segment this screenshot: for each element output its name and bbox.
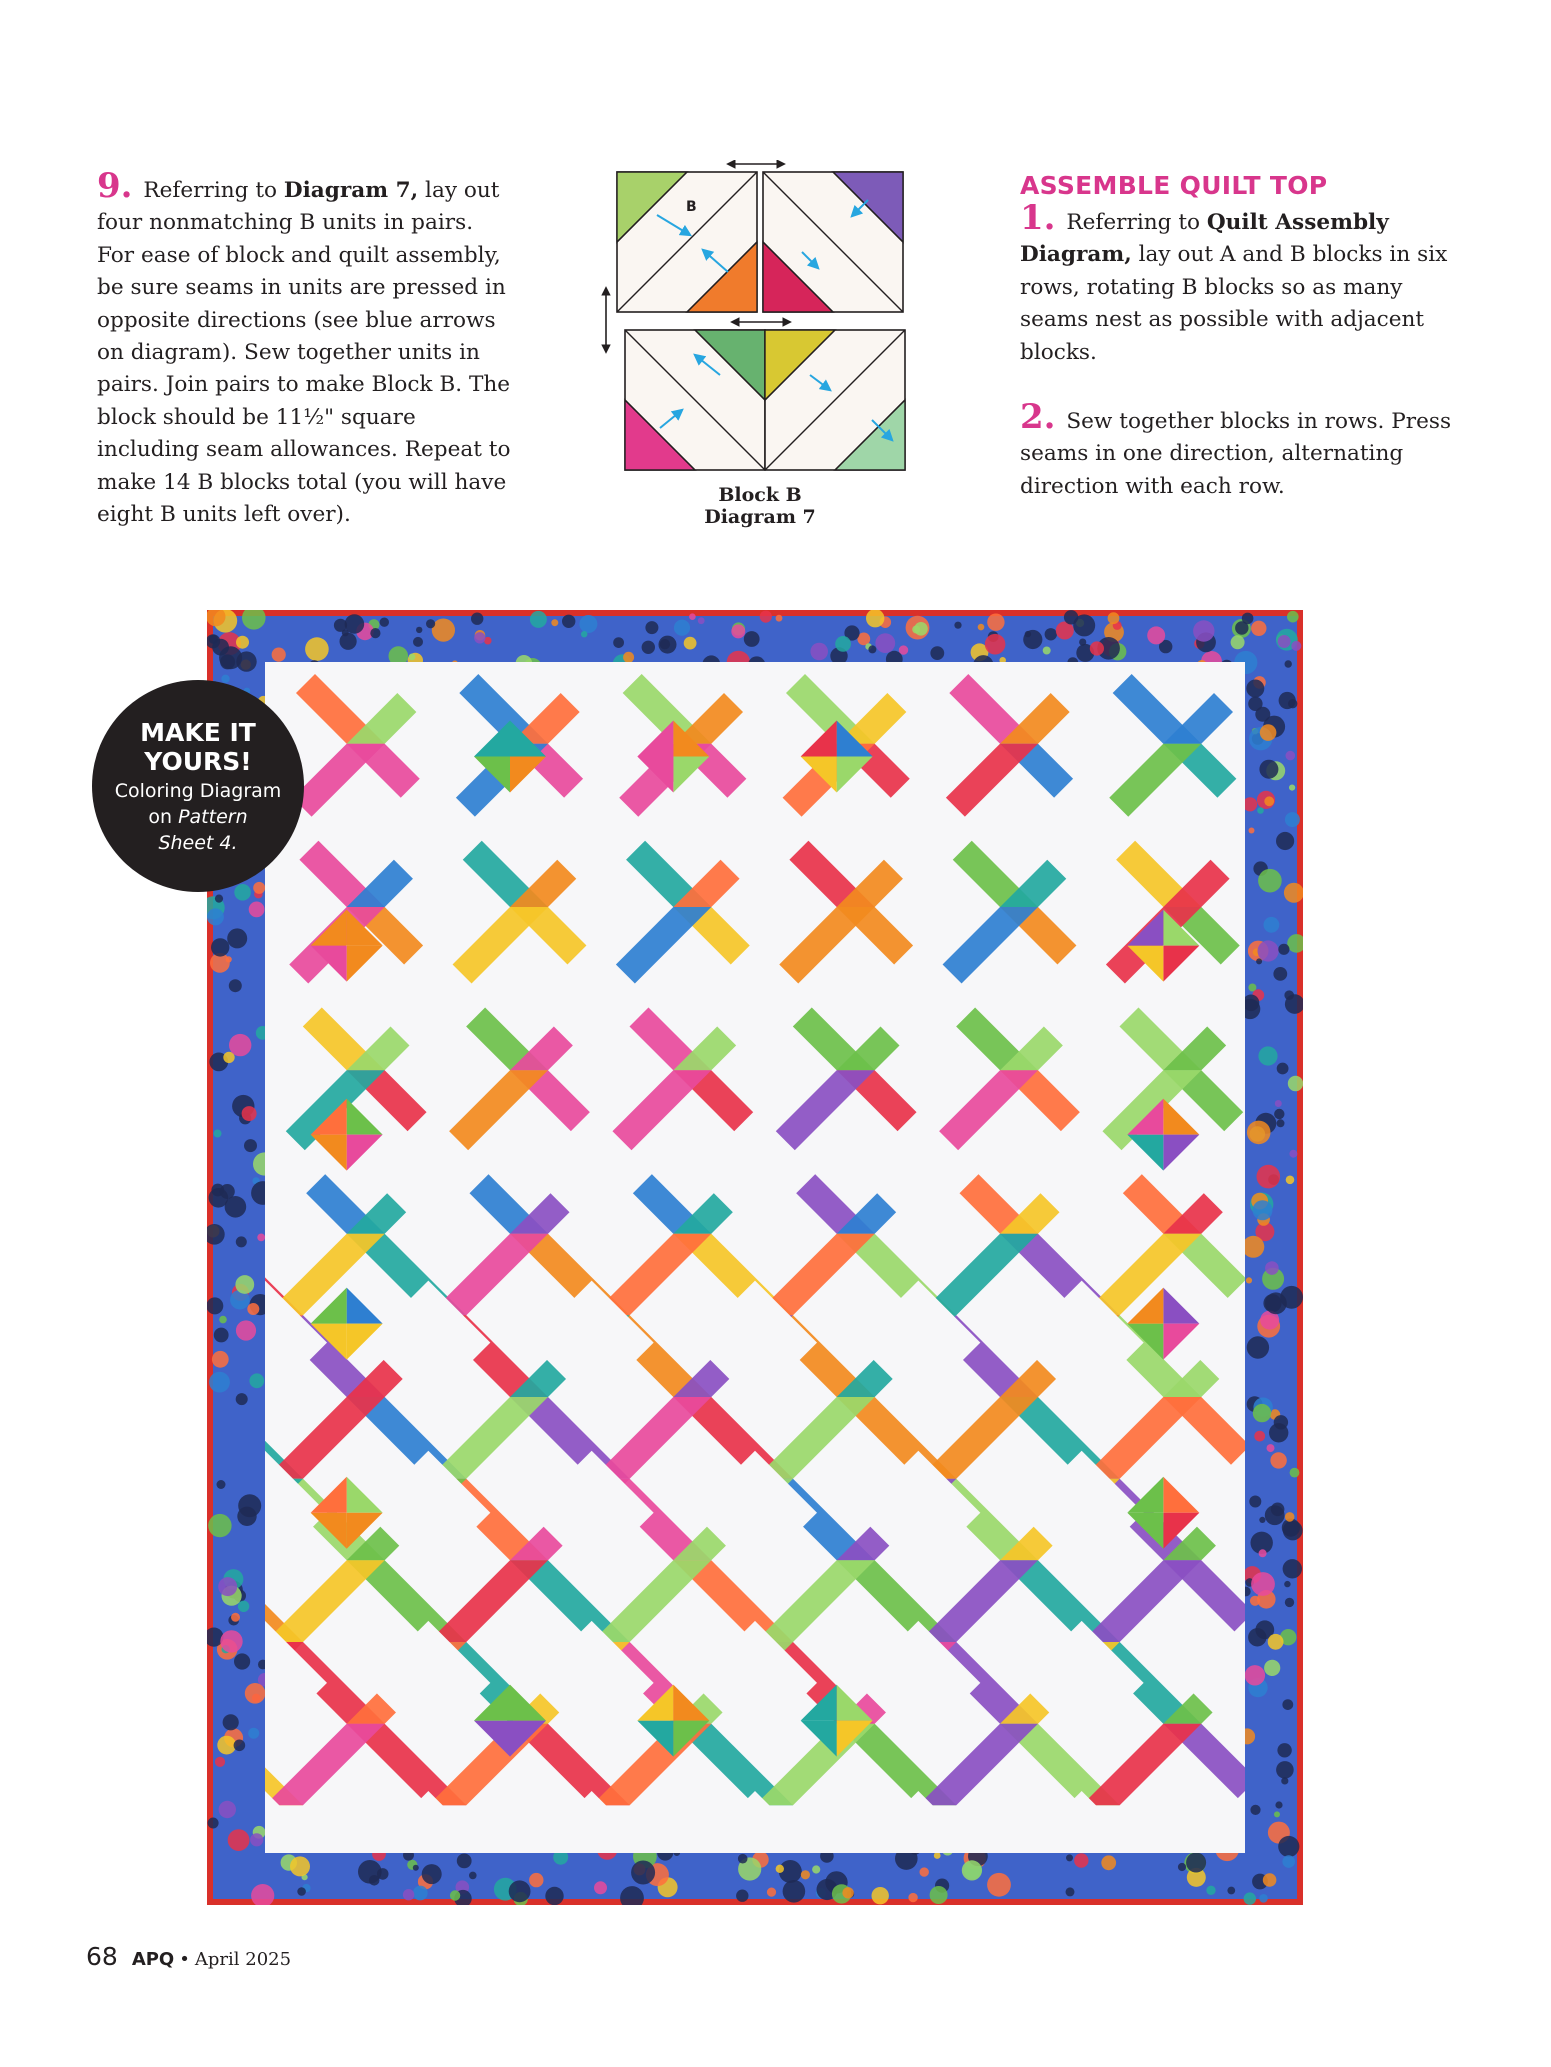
unit-bottom-right [765,330,905,470]
caption-line-1: Block B [718,484,802,506]
badge-line-3: Coloring Diagram [114,780,282,802]
diagram-reference: Quilt Assembly Diagram, [1020,210,1389,268]
step-text: lay out four nonmatching B units in pairs. For ease of block and quilt assembly, be sure seams in units are pressed in opposite directions (see blue arrows on diagram). Sew together units in pairs. Join pairs to make Block B. The block should be 11½" square including seam allowances. Repeat to make 14 B blocks total (you will have eight B units left over). [97,178,511,528]
step-number: 2. [1020,397,1056,438]
caption-line-2: Diagram 7 [704,506,816,528]
section-heading: ASSEMBLE QUILT TOP [1020,171,1328,200]
step-9-paragraph [97,166,517,531]
diagram-reference: Diagram 7, [283,178,419,203]
badge-title-line-1: MAKE IT [140,718,256,747]
step-text: Referring to [1059,210,1207,235]
badge-subtitle [92,778,304,856]
quilt-photo [207,610,1303,1905]
badge-line-5: Sheet 4. [158,832,238,854]
badge-line-4 [92,804,304,830]
step-text: lay out A and B blocks in six rows, rotating B blocks so as many seams nest as possible with adjacent blocks. [1020,242,1448,365]
magazine-name: APQ [131,1949,175,1970]
issue-date: April 2025 [194,1949,292,1970]
diagram-caption [660,484,860,528]
badge-line-4-prefix: on [148,806,179,828]
assemble-section [1020,170,1460,503]
unit-label: B [686,199,697,215]
step-text: Referring to [136,178,284,203]
step-number: 9. [97,166,133,206]
step-text: Sew together blocks in rows. Press seams in one direction, alternating direction with each row. [1020,409,1452,499]
footer-separator: • [179,1949,190,1970]
unit-top-left [617,172,757,312]
step-number: 1. [1020,198,1056,238]
page-footer [86,1942,291,1971]
step-1-paragraph [1020,198,1460,369]
unit-bottom-left [625,330,765,470]
step-2-paragraph [1020,397,1460,503]
badge-line-4-italic: Pattern [178,806,248,828]
unit-top-right [763,172,903,312]
make-it-yours-badge [92,680,304,892]
badge-title-line-2: YOURS! [144,747,252,776]
block-b-diagram [600,160,920,480]
page-number: 68 [86,1942,118,1971]
